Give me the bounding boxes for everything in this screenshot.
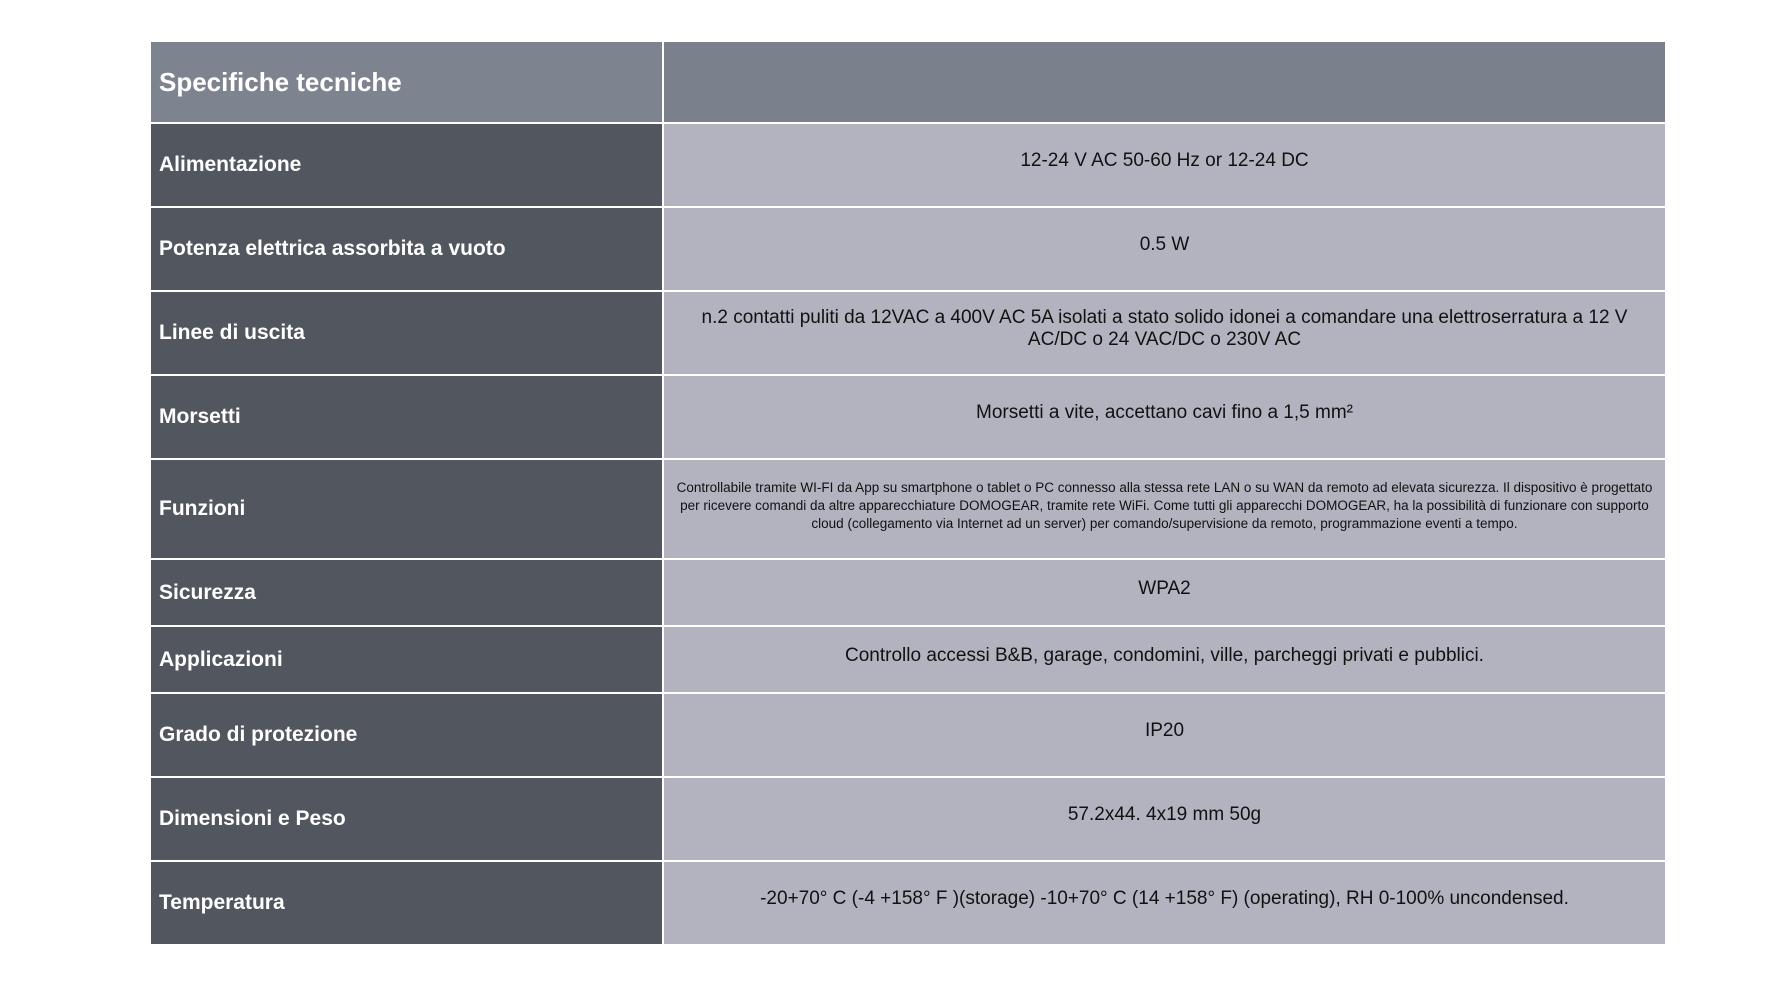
row-label-cell	[151, 123, 663, 207]
row-value-cell	[663, 626, 1665, 693]
row-value: Controllo accessi B&B, garage, condomini, ville, parcheggi privati e pubblici.	[845, 644, 1484, 666]
row-label: Alimentazione	[159, 153, 302, 176]
row-label-cell	[151, 459, 663, 559]
row-label: Applicazioni	[159, 647, 283, 671]
row-value: WPA2	[1138, 577, 1191, 599]
table-row	[151, 693, 1665, 777]
row-label-cell	[151, 861, 663, 945]
row-value-cell	[663, 459, 1665, 559]
table-row	[151, 123, 1665, 207]
row-label-cell	[151, 559, 663, 626]
row-value: 57.2x44. 4x19 mm 50g	[1067, 804, 1262, 825]
row-value: n.2 contatti puliti da 12VAC a 400V AC 5A isolati a stato solido idonei a comandare una elettroserratura a 12 V AC/DC o 24 VAC/DC o 230V AC	[701, 307, 1628, 350]
row-value-cell	[663, 123, 1665, 207]
row-value-cell	[663, 291, 1665, 375]
spec-table	[151, 42, 1665, 946]
row-label: Grado di protezione	[159, 723, 358, 746]
table-row	[151, 777, 1665, 861]
row-value-cell	[663, 207, 1665, 291]
row-value: Controllabile tramite WI-FI da App su smartphone o tablet o PC connesso alla stessa rete LAN o su WAN da remoto ad elevata sicurezza. Il dispositivo è progettato per ricevere comandi da altre apparecchiature DOMOGEAR, tramite rete WiFi. Come tutti gli apparecchi DOMOGEAR, ha la possibilità di funzionare con supporto cloud (collegamento via Internet ad un server) per comando/supervisione da remoto, programmazione eventi a tempo.	[676, 480, 1653, 531]
row-label-cell	[151, 626, 663, 693]
table-row	[151, 459, 1665, 559]
table-header-row	[151, 42, 1665, 123]
table-row	[151, 559, 1665, 626]
header-value-cell	[663, 42, 1665, 123]
row-value: 12-24 V AC 50-60 Hz or 12-24 DC	[1020, 150, 1309, 171]
row-label: Potenza elettrica assorbita a vuoto	[159, 237, 506, 260]
row-value: Morsetti a vite, accettano cavi fino a 1,5 mm²	[976, 402, 1353, 423]
table-row	[151, 291, 1665, 375]
row-label: Dimensioni e Peso	[159, 807, 346, 830]
header-title-cell	[151, 42, 663, 123]
table-row	[151, 375, 1665, 459]
table-row	[151, 626, 1665, 693]
row-label-cell	[151, 207, 663, 291]
row-label-cell	[151, 291, 663, 375]
row-value-cell	[663, 375, 1665, 459]
row-value-cell	[663, 559, 1665, 626]
table-row	[151, 207, 1665, 291]
row-value-cell	[663, 861, 1665, 945]
row-label: Sicurezza	[159, 580, 256, 604]
row-value-cell	[663, 693, 1665, 777]
row-label-cell	[151, 777, 663, 861]
row-value: 0.5 W	[1139, 234, 1190, 255]
row-value: -20+70° C (-4 +158° F )(storage) -10+70° C (14 +158° F) (operating), RH 0-100% uncondensed.	[760, 888, 1569, 909]
row-label-cell	[151, 693, 663, 777]
row-label: Linee di uscita	[159, 321, 305, 344]
row-label: Morsetti	[159, 405, 241, 428]
row-label: Funzioni	[159, 497, 246, 520]
table-row	[151, 861, 1665, 945]
table-title: Specifiche tecniche	[159, 66, 402, 97]
row-label-cell	[151, 375, 663, 459]
row-value: IP20	[1144, 720, 1185, 741]
row-value-cell	[663, 777, 1665, 861]
row-label: Temperatura	[159, 891, 285, 914]
